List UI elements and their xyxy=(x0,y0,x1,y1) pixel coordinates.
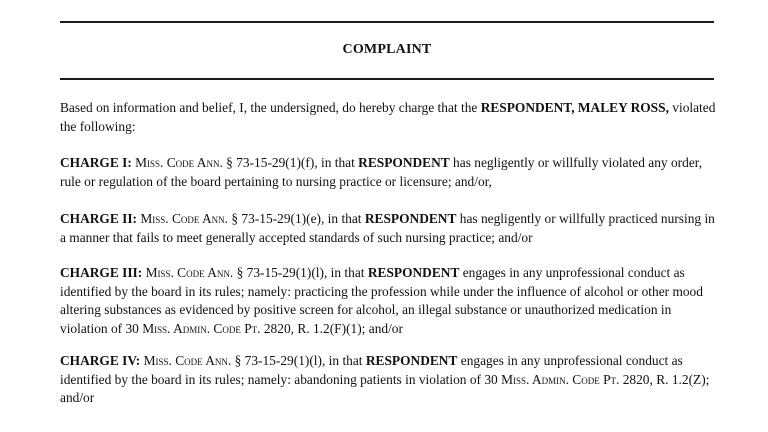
charge-1-paragraph xyxy=(60,154,720,191)
charge-3-paragraph xyxy=(60,264,720,338)
intro-pre: Based on information and belief, I, the undersigned, do hereby charge that the xyxy=(60,100,481,115)
charge-reference: Miss. Admin. Code Pt. xyxy=(142,320,261,336)
charge-label: CHARGE I: xyxy=(60,155,132,170)
charge-label: CHARGE II: xyxy=(60,211,138,226)
charge-reference-tail: 2820, R. 1.2(F)(1); and/or xyxy=(260,320,403,336)
charge-section: § 73-15-29(1)(e), in that xyxy=(228,211,365,226)
charge-label: CHARGE III: xyxy=(60,265,143,280)
document-title: COMPLAINT xyxy=(342,42,432,57)
charge-reference-tail: 2820, R. 1.2(Z); and/or xyxy=(60,371,710,405)
charge-text: engages in any unprofessional conduct as identified by the board in its rules; namely: practicing the profession while under the influence of alcohol or other mood altering substances as evidenced by positive screen for alcohol, an illegal substance or unauthorized medication in violation of 30 xyxy=(60,265,703,336)
charge-text: has negligently or willfully violated any order, rule or regulation of the board pertaining to nursing practice or licensure; and/or, xyxy=(60,155,703,189)
bottom-rule xyxy=(60,78,714,80)
top-rule xyxy=(60,21,714,23)
charge-citation: Miss. Code Ann. xyxy=(137,211,229,226)
charge-respondent: RESPONDENT xyxy=(365,353,458,368)
charge-text: has negligently or willfully practiced nursing in a manner that fails to meet generally accepted standards of such nursing practice; and/or xyxy=(60,211,715,245)
charge-2-paragraph xyxy=(60,210,720,247)
charge-label: CHARGE IV: xyxy=(60,353,141,368)
charge-citation: Miss. Code Ann. xyxy=(131,155,223,170)
charge-section: § 73-15-29(1)(l), in that xyxy=(231,353,366,368)
charge-citation: Miss. Code Ann. xyxy=(140,353,232,368)
charge-citation: Miss. Code Ann. xyxy=(142,265,234,280)
charge-respondent: RESPONDENT xyxy=(364,211,457,226)
intro-post: violated the following: xyxy=(60,100,716,134)
charge-section: § 73-15-29(1)(l), in that xyxy=(233,265,368,280)
charge-respondent: RESPONDENT xyxy=(358,155,450,170)
intro-paragraph xyxy=(60,99,720,136)
charge-reference: Miss. Admin. Code Pt. xyxy=(501,371,620,387)
charge-section: § 73-15-29(1)(f), in that xyxy=(222,155,359,170)
charge-text: engages in any unprofessional conduct as identified by the board in its rules; namely: abandoning patients in violation of 30 xyxy=(60,353,683,387)
charge-4-paragraph xyxy=(60,352,720,408)
charge-respondent: RESPONDENT xyxy=(367,265,460,280)
intro-respondent: RESPONDENT, MALEY ROSS, xyxy=(480,100,669,115)
